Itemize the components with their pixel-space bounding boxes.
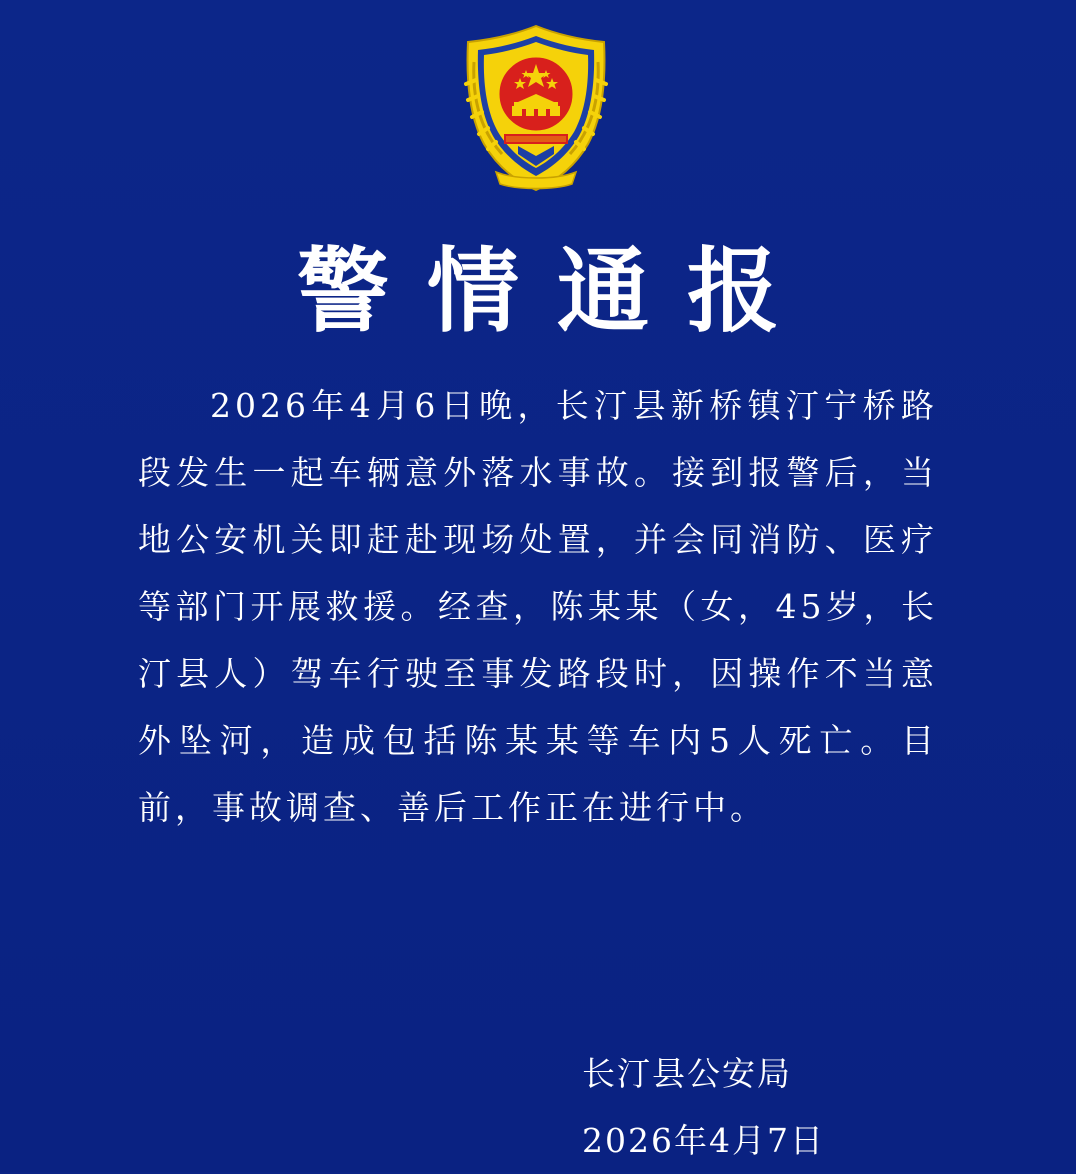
notice-title: 警情通报 — [296, 238, 817, 345]
police-emblem-icon — [456, 22, 616, 194]
issuer-name: 长汀县公安局 — [582, 1054, 792, 1093]
notice-body: 2026年4月6日晚，长汀县新桥镇汀宁桥路段发生一起车辆意外落水事故。接到报警后，当地公安机关即赶赴现场处置，并会同消防、医疗等部门开展救援。经查，陈某某（女，45岁，长汀县人）驾车行驶至事发路段时，因操作不当意外坠河，造成包括陈某某等车内5人死亡。目前，事故调查、善后工作正在进行中。 — [138, 386, 938, 827]
issue-date: 2026年4月7日 — [582, 1121, 825, 1160]
signature-block — [582, 1040, 882, 1174]
